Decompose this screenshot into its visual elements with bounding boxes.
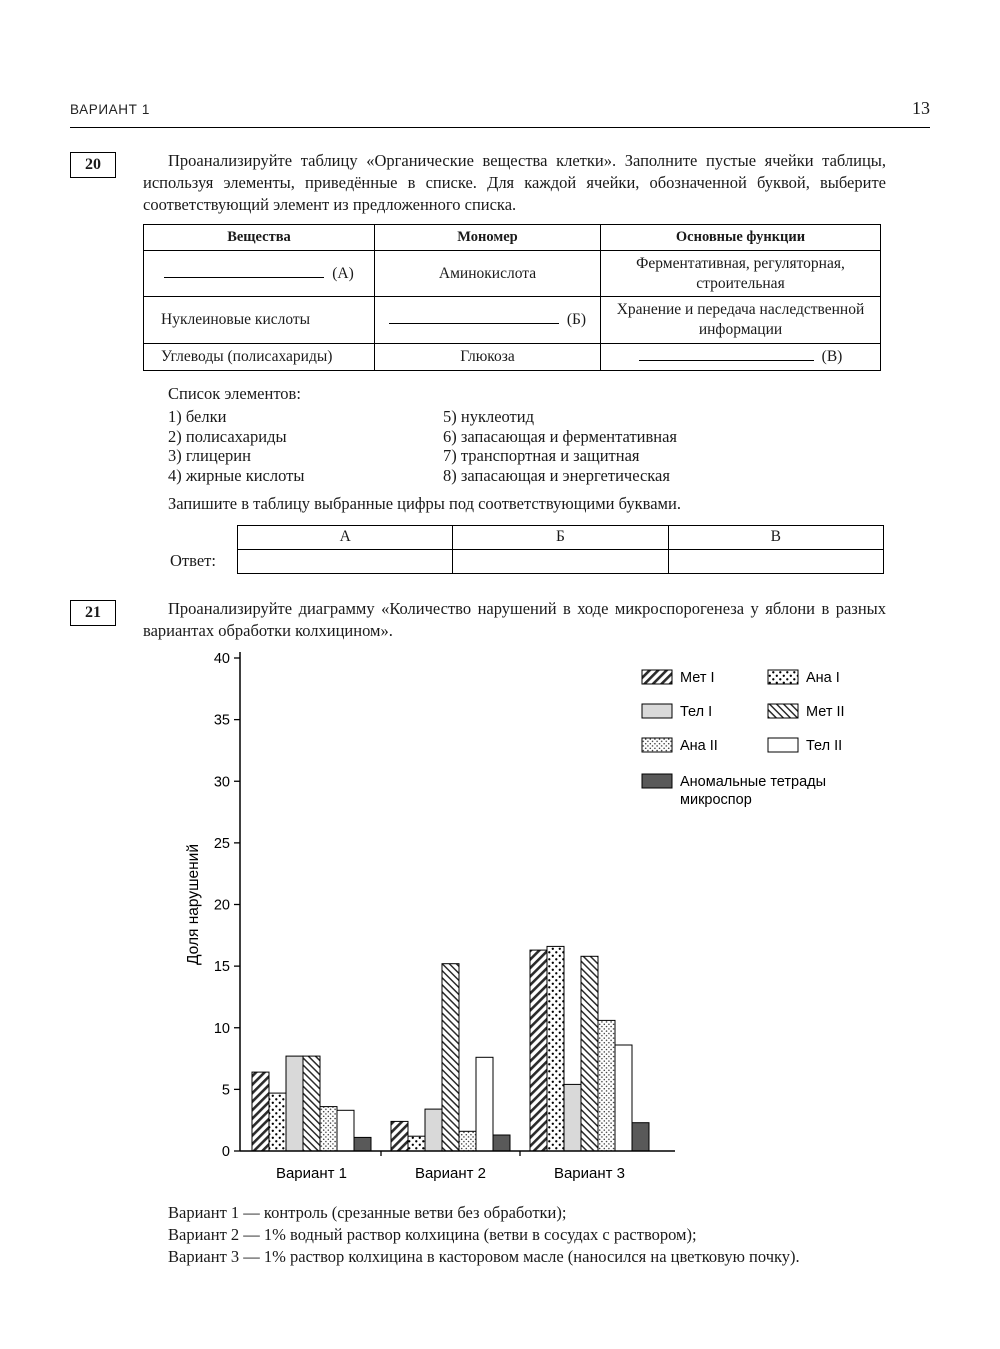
list-item: 1) белки — [168, 407, 227, 427]
question-20-body — [143, 150, 886, 574]
answer-cell-b — [453, 549, 668, 573]
blank-cell-b — [375, 297, 601, 344]
answer-header-row — [238, 525, 884, 549]
chart-legend — [642, 670, 845, 808]
variant-label: ВАРИАНТ 1 — [70, 102, 150, 117]
table-header-row — [144, 224, 881, 250]
list-item: 2) полисахариды — [168, 426, 287, 446]
chart-category-labels — [276, 1165, 625, 1182]
blank-label-v: (В) — [821, 348, 843, 366]
substances-table — [143, 224, 881, 371]
blank-line — [389, 323, 559, 324]
svg-text:Аномальные тетрадымикроспор: Аномальные тетрады микроспор — [680, 773, 827, 808]
table-row — [144, 250, 881, 297]
svg-text:15: 15 — [213, 958, 230, 975]
question-21-body — [143, 598, 886, 1268]
chart-y-axis-label: Доля нарушений — [185, 843, 202, 965]
table-row — [144, 344, 881, 371]
table-row — [144, 297, 881, 344]
svg-text:10: 10 — [213, 1020, 230, 1037]
svg-text:Тел II: Тел II — [806, 737, 843, 754]
svg-text:Мет I: Мет I — [680, 669, 715, 686]
blank-label-a: (А) — [332, 264, 354, 282]
list-item: 5) нуклеотид — [443, 407, 534, 427]
page-header — [70, 98, 930, 128]
functions-cell: Ферментативная, регуляторная, строительная — [601, 250, 881, 297]
svg-text:Ана II: Ана II — [680, 737, 718, 754]
answer-label: Ответ: — [170, 550, 216, 570]
page-number: 13 — [912, 98, 930, 118]
functions-cell: Хранение и передача наследственной информации — [601, 297, 881, 344]
svg-text:40: 40 — [213, 650, 230, 667]
svg-text:0: 0 — [221, 1143, 230, 1160]
svg-text:Вариант 3: Вариант 3 — [553, 1164, 626, 1182]
question-21 — [70, 598, 930, 1268]
list-item: 4) жирные кислоты — [168, 465, 305, 485]
list-item: 6) запасающая и ферментативная — [443, 426, 678, 446]
chart — [180, 646, 886, 1196]
substance-cell: Углеводы (полисахариды) — [144, 344, 375, 371]
list-item: 8) запасающая и энергетическая — [443, 465, 670, 485]
monomer-cell: Аминокислота — [375, 250, 601, 297]
question-20-number: 20 — [70, 152, 116, 178]
svg-text:Вариант 2: Вариант 2 — [414, 1164, 487, 1182]
svg-text:Тел I: Тел I — [680, 703, 713, 720]
variant-notes — [143, 1202, 886, 1268]
col-header-substances: Вещества — [144, 224, 375, 250]
write-answer-instruction: Запишите в таблицу выбранные цифры под соответствующими буквами. — [168, 494, 681, 513]
answer-input-row — [238, 549, 884, 573]
svg-text:5: 5 — [221, 1082, 230, 1099]
blank-label-b: (Б) — [566, 311, 587, 329]
question-21-number: 21 — [70, 600, 116, 626]
answer-table — [237, 525, 884, 574]
blank-cell-a — [144, 250, 375, 297]
blank-line — [164, 277, 324, 278]
svg-text:20: 20 — [213, 897, 230, 914]
svg-text:Вариант 1: Вариант 1 — [275, 1164, 348, 1182]
answer-header-v: В — [668, 525, 883, 549]
blank-line — [639, 360, 814, 361]
svg-text:30: 30 — [213, 774, 230, 791]
svg-text:Ана I: Ана I — [806, 669, 840, 686]
chart-y-ticks — [214, 651, 240, 1160]
svg-text:35: 35 — [213, 712, 230, 729]
svg-text:25: 25 — [213, 835, 230, 852]
monomer-cell: Глюкоза — [375, 344, 601, 371]
elements-list-title: Список элементов: — [168, 384, 301, 404]
answer-header-a: А — [238, 525, 453, 549]
elements-list-left — [143, 407, 443, 485]
col-header-functions: Основные функции — [601, 224, 881, 250]
answer-header-b: Б — [453, 525, 668, 549]
list-item: 7) транспортная и защитная — [443, 446, 640, 466]
answer-section — [143, 525, 886, 574]
elements-list — [143, 407, 886, 485]
svg-text:Мет II: Мет II — [806, 703, 845, 720]
answer-cell-v — [668, 549, 883, 573]
note-variant-2: Вариант 2 — 1% водный раствор колхицина (ветви в сосудах с раствором); — [168, 1224, 697, 1244]
elements-list-right — [443, 407, 677, 485]
col-header-monomer: Мономер — [375, 224, 601, 250]
note-variant-3: Вариант 3 — 1% раствор колхицина в касторовом масле (наносился на цветковую почку). — [168, 1246, 800, 1266]
answer-cell-a — [238, 549, 453, 573]
microsporogenesis-bar-chart — [180, 646, 940, 1191]
blank-cell-v — [601, 344, 881, 371]
list-item: 3) глицерин — [168, 446, 251, 466]
chart-bars — [252, 946, 649, 1151]
question-21-text: Проанализируйте диаграмму «Количество нарушений в ходе микроспорогенеза у яблони в разных вариантах обработки колхицином». — [143, 598, 886, 640]
note-variant-1: Вариант 1 — контроль (срезанные ветви без обработки); — [168, 1202, 567, 1222]
substance-cell: Нуклеиновые кислоты — [144, 297, 375, 344]
question-20 — [70, 150, 930, 574]
question-20-text: Проанализируйте таблицу «Органические вещества клетки». Заполните пустые ячейки таблицы, используя элементы, приведённые в списке. Для каждой ячейки, обозначенной буквой, выберите соответствующий элемент из предложенного списка. — [143, 151, 886, 214]
